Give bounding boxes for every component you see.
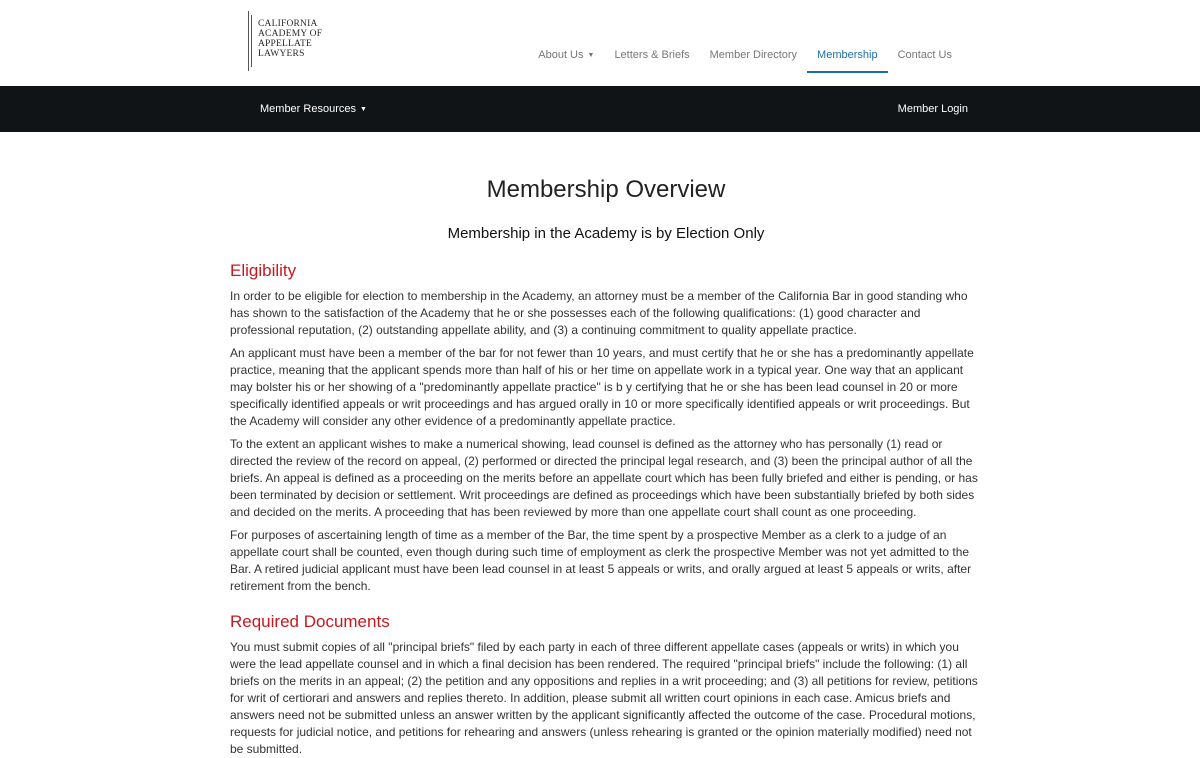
paragraph: In order to be eligible for election to membership in the Academy, an attorney must be a member of the California Bar in good standing who has shown to the satisfaction of the Academy that he or she possesses each of the following qualifications: (1) good character and professional reputation, (2) outstanding appellate ability, and (3) a continuing commitment to quality appellate practice.	[230, 289, 968, 337]
eligibility-section	[230, 260, 982, 595]
logo-mark-icon	[248, 11, 252, 71]
academy-logo[interactable]	[248, 11, 322, 71]
logo-text: CALIFORNIA ACADEMY OF APPELLATE LAWYERS	[258, 19, 323, 59]
member-bar	[0, 86, 1200, 132]
section-heading: Required Documents	[230, 612, 390, 631]
paragraph: To the extent an applicant wishes to make a numerical showing, lead counsel is defined as the attorney who has personally (1) read or directed the review of the record on appeal, (2) performed or directed the principal legal research, and (3) been the principal author of all the briefs. An appeal is defined as a proceeding on the merits before an appellate court which has been fully briefed and either is pending, or has been terminated by decision or settlement. Writ proceedings are defined as proceedings which have been substantially briefed by both sides and decided on the merits. A proceeding that has been reviewed by more than one appellate court shall count as one proceeding.	[230, 437, 978, 519]
page-title: Membership Overview	[486, 176, 726, 203]
required-documents-section	[230, 611, 982, 758]
nav-about-us[interactable]: About Us ▼	[538, 48, 595, 61]
nav-membership[interactable]: Membership	[807, 14, 888, 73]
paragraph: An applicant must have been a member of the bar for not fewer than 10 years, and must certify that he or she has a predominantly appellate practice, meaning that the applicant spends more than half of his or her time on appellate work in a typical year. One way that an applicant may bolster his or her showing of a "predominantly appellate practice" is b y certifying that he or she has been lead counsel in 20 or more specifically identified appeals or writ proceedings and has argued orally in 10 or more specifically identified appeals or writ proceedings. But the Academy will consider any other evidence of a predominantly appellate practice.	[230, 346, 974, 428]
main-content	[230, 174, 982, 758]
nav-contact-us[interactable]: Contact Us	[897, 48, 952, 61]
nav-member-directory[interactable]: Member Directory	[709, 48, 798, 61]
caret-down-icon: ▼	[587, 51, 595, 59]
paragraph: You must submit copies of all "principal briefs" filed by each party in each of three different appellate cases (appeals or writs) in which you were the lead appellate counsel and in which a final decision has been rendered. The required "principal briefs" include the following: (1) all briefs on the merits in an appeal; (2) the petition and any oppositions and replies in a writ proceeding; and (3) all petitions for review, petitions for writ of certiorari and answers and replies thereto. In addition, please submit all written court opinions in each case. Amicus briefs and answers need not be submitted unless an answer written by the applicant significantly affected the outcome of the case. Procedural motions, requests for judicial notice, and petitions for rehearing and answers (unless rehearing is granted or the opinion materially modified) need not be submitted.	[230, 640, 978, 756]
member-login-link[interactable]: Member Login	[897, 103, 968, 115]
paragraph: For purposes of ascertaining length of time as a member of the Bar, the time spent by a prospective Member as a clerk to a judge of an appellate court shall be counted, even though during such time of employment as clerk the prospective Member was not yet admitted to the Bar. A retired judicial applicant must have been lead counsel in at least 5 appeals or writs, and orally argued at least 5 appeals or writs, after retirement from the bench.	[230, 528, 972, 593]
nav-letters-briefs[interactable]: Letters & Briefs	[614, 48, 690, 61]
top-header	[0, 0, 1200, 86]
main-nav	[528, 0, 962, 86]
member-resources-dropdown[interactable]: Member Resources ▼	[260, 103, 367, 115]
page-subtitle: Membership in the Academy is by Election Only	[447, 225, 765, 242]
caret-down-icon: ▼	[359, 106, 367, 113]
section-heading: Eligibility	[230, 261, 297, 280]
